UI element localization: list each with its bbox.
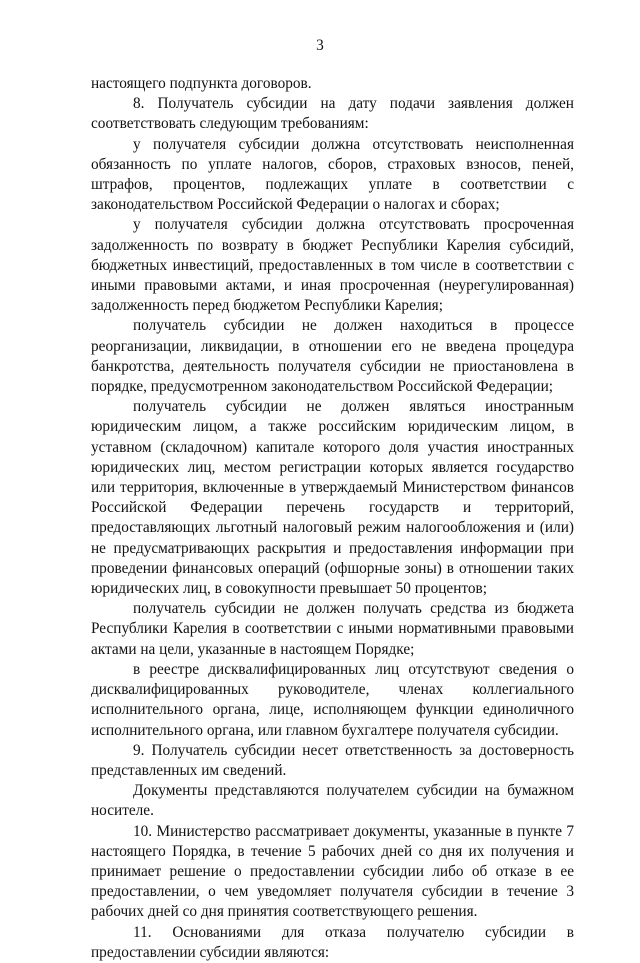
page-number: 3 (316, 37, 324, 54)
paragraph-item-8: 8. Получатель субсидии на дату подачи заявления должен соответствовать следующим требованиям: (91, 95, 574, 133)
paragraph-foreign-entity: получатель субсидии не должен являться иностранным юридическим лицом, а также российским юридическим лицом, в уставном (складочном) капитале которого доля участия иностранных юридических лиц, местом регистрации которых является государство или территория, включенные в утверждаемый Министерством финансов Российской Федерации перечень государств и территорий, предоставляющих льготный налоговый режим налогообложения и (или) не предусматривающих раскрытия и предоставления информации при проведении финансовых операций (офшорные зоны) в отношении таких юридических лиц, в совокупности превышает 50 процентов; (91, 398, 574, 598)
paragraph-tax-obligation: у получателя субсидии должна отсутствовать неисполненная обязанность по уплате налогов, сборов, страховых взносов, пеней, штрафов, процентов, подлежащих уплате в соответствии с законодательством Российской Федерации о налогах и сборах; (91, 135, 574, 214)
paragraph-item-10: 10. Министерство рассматривает документы, указанные в пункте 7 настоящего Порядка, в течение 5 рабочих дней со дня их получения и принимает решение о предоставлении субсидии либо об отказе в ее предоставлении, о чем уведомляет получателя субсидии в течение 3 рабочих дней со дня принятия соответствующего решения. (91, 822, 574, 921)
document-body (91, 74, 574, 963)
paragraph-item-11: 11. Основаниями для отказа получателю субсидии в предоставлении субсидии являются: (91, 923, 574, 961)
paragraph-item-9: 9. Получатель субсидии несет ответственность за достоверность представленных им сведений. (91, 741, 574, 779)
paragraph-disqualified-registry: в реестре дисквалифицированных лиц отсутствуют сведения о дисквалифицированных руководителе, членах коллегиального исполнительного органа, лице, исполняющем функции единоличного исполнительного органа, или главном бухгалтере получателя субсидии. (91, 660, 574, 739)
paragraph-continuation: настоящего подпункта договоров. (91, 75, 312, 92)
paragraph-overdue-debt: у получателя субсидии должна отсутствовать просроченная задолженность по возврату в бюджет Республики Карелия субсидий, бюджетных инвестиций, предоставленных в том числе в соответствии с иными правовыми актами, и иная просроченная (неурегулированная) задолженность перед бюджетом Республики Карелия; (91, 216, 574, 315)
paragraph-reorganization: получатель субсидии не должен находиться в процессе реорганизации, ликвидации, в отношении его не введена процедура банкротства, деятельность получателя субсидии не приостановлена в порядке, предусмотренном законодательством Российской Федерации; (91, 317, 574, 396)
paragraph-other-funds: получатель субсидии не должен получать средства из бюджета Республики Карелия в соответствии с иными нормативными правовыми актами на цели, указанные в настоящем Порядке; (91, 600, 574, 658)
paragraph-documents-paper: Документы представляются получателем субсидии на бумажном носителе. (91, 782, 574, 820)
